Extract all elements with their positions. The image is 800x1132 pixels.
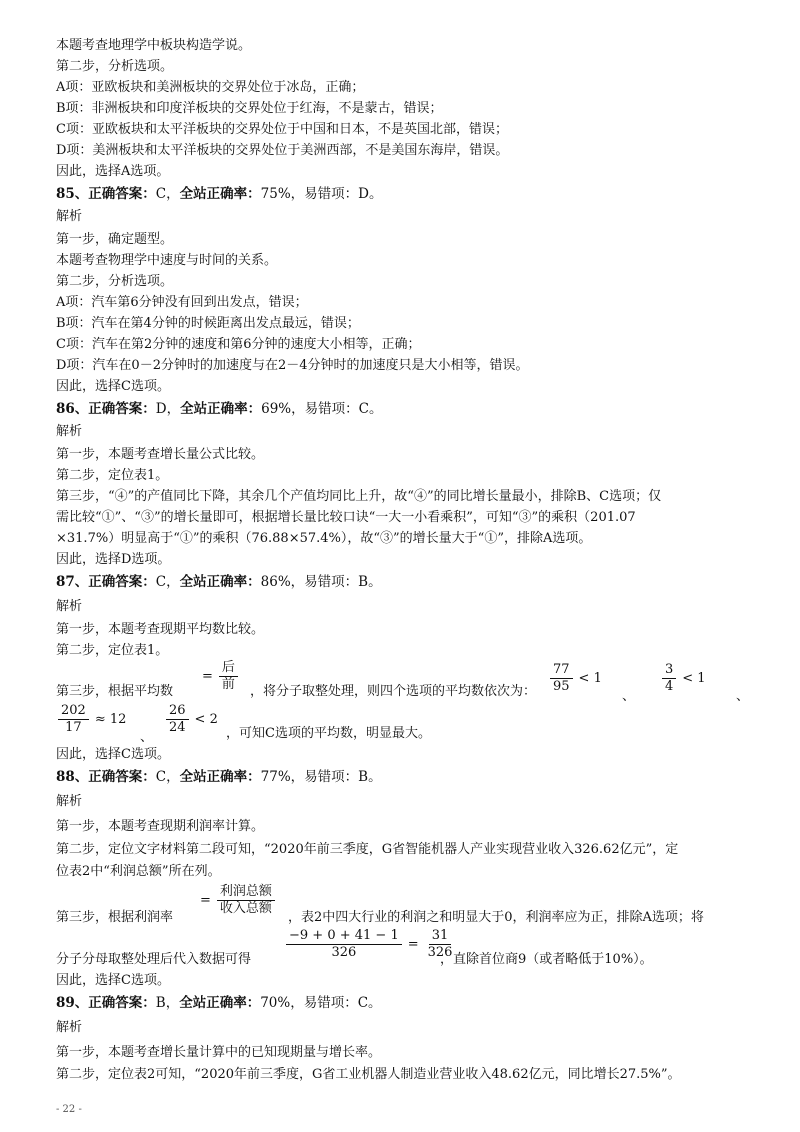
text-line: 第二步，定位表2可知，“2020年前三季度，G省工业机器人制造业营业收入48.62亿元，同比增长27.5%”。	[56, 1067, 681, 1082]
answer-value: C，	[155, 574, 180, 590]
text-line: C项：汽车在第2分钟的速度和第6分钟的速度大小相等，正确；	[56, 337, 421, 352]
formula-step-text: ，直除首位商9（或者略低于10%）。	[440, 952, 653, 967]
rate-value: 69%，易错项：C。	[261, 401, 383, 417]
text-line: 解析	[56, 794, 83, 809]
answer-label: 86、正确答案：	[56, 401, 156, 417]
text-line: 第二步，分析选项。	[56, 274, 174, 289]
profit-rate-formula: = $\frac{\text{利润总额}}{\text{收入总额}}$	[196, 884, 277, 917]
answer-header-89	[56, 994, 756, 1012]
rate-value: 86%，易错项：B。	[260, 574, 382, 590]
text-line: 因此，选择D选项。	[56, 552, 171, 567]
text-line: 第二步，分析选项。	[56, 59, 174, 74]
text-line: 第三步，“④”的产值同比下降，其余几个产值均同比上升，故“④”的同比增长量最小，排除B、C选项；仅	[56, 489, 662, 504]
separator: 、	[622, 689, 636, 704]
separator: 、	[140, 730, 154, 745]
rate-value: 75%，易错项：D。	[260, 186, 383, 202]
formula-step-text: 第三步，根据利润率	[56, 910, 174, 925]
fraction-option-b: $\frac{3}{4}$ < 1	[660, 662, 710, 695]
rate-label: 全站正确率：	[179, 574, 261, 590]
fraction-option-c: $\frac{202}{17}$ ≈ 12	[56, 703, 130, 736]
text-line: 第一步，确定题型。	[56, 232, 174, 247]
page-number: - 22 -	[56, 1104, 82, 1115]
rate-value: 77%，易错项：B。	[260, 769, 382, 785]
formula-step-text: ，将分子取整处理，则四个选项的平均数依次为：	[250, 684, 537, 699]
separator: 、	[736, 689, 750, 704]
average-formula: = $\frac{\text{后}}{\text{前}}$	[198, 660, 240, 693]
profit-calculation: $\frac{-9 + 0 + 41 - 1}{326}$ = $\frac{31}{326}$	[284, 928, 457, 961]
text-line: 位表2中“利润总额”所在列。	[56, 864, 221, 879]
answer-label: 88、正确答案：	[56, 769, 156, 785]
text-line: 第一步，本题考查增长量计算中的已知现期量与增长率。	[56, 1045, 382, 1060]
text-line: 解析	[56, 1020, 83, 1035]
text-line: 因此，选择A选项。	[56, 164, 170, 179]
text-line: D项：汽车在0－2分钟时的加速度与在2－4分钟时的加速度只是大小相等，错误。	[56, 358, 529, 373]
formula-step-text: ，可知C选项的平均数，明显最大。	[226, 726, 431, 741]
text-line: A项：汽车第6分钟没有回到出发点，错误；	[56, 295, 308, 310]
text-line: C项：亚欧板块和太平洋板块的交界处位于中国和日本，不是英国北部，错误；	[56, 122, 508, 137]
text-line: B项：汽车在第4分钟的时候距离出发点最远，错误；	[56, 316, 360, 331]
formula-step-text: 分子分母取整处理后代入数据可得	[56, 952, 252, 967]
text-line: D项：美洲板块和太平洋板块的交界处位于美洲西部，不是美国东海岸，错误。	[56, 143, 509, 158]
text-line: 需比较“①”、“③”的增长量即可，根据增长量比较口诀“一大一小看乘积”，可知“③”的乘积（201.07	[56, 510, 636, 525]
rate-label: 全站正确率：	[179, 995, 261, 1011]
answer-label: 87、正确答案：	[56, 574, 156, 590]
text-line: 第二步，定位表1。	[56, 643, 169, 658]
rate-value: 70%，易错项：C。	[260, 995, 382, 1011]
answer-label: 85、正确答案：	[56, 186, 156, 202]
answer-label: 89、正确答案：	[56, 995, 156, 1011]
text-line: 本题考查物理学中速度与时间的关系。	[56, 253, 278, 268]
answer-value: B，	[155, 995, 180, 1011]
answer-header-87	[56, 573, 756, 591]
answer-value: C，	[155, 186, 180, 202]
text-line: 因此，选择C选项。	[56, 747, 170, 762]
answer-value: C，	[155, 769, 180, 785]
formula-step-text: ，表2中四大行业的利润之和明显大于0，利润率应为正，排除A选项；将	[288, 910, 704, 925]
text-line: 解析	[56, 209, 83, 224]
rate-label: 全站正确率：	[179, 186, 261, 202]
text-line: 第一步，本题考查现期利润率计算。	[56, 819, 265, 834]
answer-value: D，	[155, 401, 181, 417]
answer-header-85	[56, 185, 756, 203]
text-line: A项：亚欧板块和美洲板块的交界处位于冰岛，正确；	[56, 80, 365, 95]
rate-label: 全站正确率：	[179, 769, 261, 785]
text-line: 第一步，本题考查现期平均数比较。	[56, 622, 265, 637]
text-line: 解析	[56, 424, 83, 439]
rate-label: 全站正确率：	[180, 401, 262, 417]
text-line: 第一步，本题考查增长量公式比较。	[56, 447, 265, 462]
fraction-option-d: $\frac{26}{24}$ < 2	[164, 703, 222, 736]
text-line: 第二步，定位文字材料第二段可知，“2020年前三季度，G省智能机器人产业实现营业收入326.62亿元”，定	[56, 842, 679, 857]
text-line: 因此，选择C选项。	[56, 379, 170, 394]
fraction-option-a: $\frac{77}{95}$ < 1	[548, 662, 606, 695]
text-line: 因此，选择C选项。	[56, 973, 170, 988]
text-line: B项：非洲板块和印度洋板块的交界处位于红海，不是蒙古，错误；	[56, 101, 443, 116]
formula-step-text: 第三步，根据平均数	[56, 684, 174, 699]
text-line: 本题考查地理学中板块构造学说。	[56, 38, 252, 53]
text-line: ×31.7%）明显高于“①”的乘积（76.88×57.4%），故“③”的增长量大于“①”，排除A选项。	[56, 531, 592, 546]
answer-header-88	[56, 768, 756, 786]
answer-header-86	[56, 400, 756, 418]
text-line: 第二步，定位表1。	[56, 468, 169, 483]
text-line: 解析	[56, 599, 83, 614]
